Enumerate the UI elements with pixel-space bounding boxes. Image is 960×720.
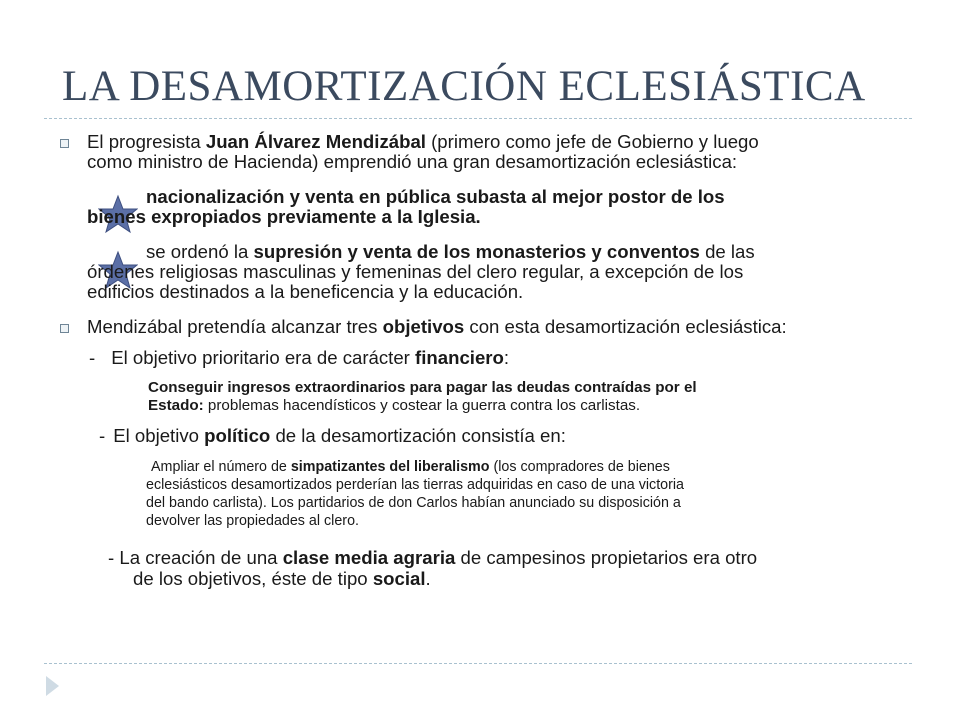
star-item-monasteries-line1 [146, 242, 755, 262]
bold-text: objetivos [382, 316, 465, 337]
bold-text: Conseguir ingresos extraordinarios para pagar las deudas contraídas por el [148, 379, 697, 396]
text: Mendizábal pretendía alcanzar tres [87, 316, 383, 337]
text: de campesinos propietarios era otro [455, 547, 758, 568]
text: - La creación de una [108, 547, 283, 568]
star-item-nationalization-line2 [87, 207, 481, 227]
bold-text: político [204, 425, 271, 446]
text: de la desamortización consistía en: [270, 425, 566, 446]
text: Ampliar el número de [151, 459, 291, 475]
objective-political-detail-line1 [151, 458, 670, 476]
text: El objetivo [113, 425, 205, 446]
paragraph-intro-line2: como ministro de Hacienda) emprendió una gran desamortización eclesiástica: [87, 151, 738, 172]
bold-text: financiero [415, 347, 504, 368]
triangle-arrow-icon[interactable] [46, 676, 59, 696]
objective-political-detail-line4: devolver las propiedades al clero. [146, 513, 359, 529]
bold-text: Estado: [148, 397, 204, 414]
paragraph-intro-line1 [87, 132, 759, 152]
bold-text: supresión y venta de los monasterios y conventos [253, 241, 700, 262]
objective-financial-detail-line2 [148, 397, 640, 415]
bold-text: social [372, 568, 426, 589]
dash: - [99, 425, 106, 446]
footer-divider [44, 663, 912, 664]
bold-text: bienes expropiados previamente a la Iglesia. [87, 206, 481, 227]
square-bullet-icon [60, 324, 69, 333]
star-item-monasteries-line2: órdenes religiosas masculinas y femeninas del clero regular, a excepción de los [87, 261, 744, 282]
objective-social-line1 [108, 548, 757, 568]
objective-financial [89, 348, 509, 368]
text: de los objetivos, éste de tipo [133, 568, 373, 589]
objective-political [99, 426, 566, 446]
square-bullet-icon [60, 139, 69, 148]
objective-social-line2 [133, 569, 431, 589]
title-divider [44, 118, 912, 119]
text: El objetivo prioritario era de carácter [111, 347, 416, 368]
text: : [503, 347, 510, 368]
slide-title: LA DESAMORTIZACIÓN ECLESIÁSTICA [62, 63, 866, 110]
text: (los compradores de bienes [489, 459, 670, 475]
text: con esta desamortización eclesiástica: [464, 316, 787, 337]
bold-text-mendizabal: Juan Álvarez Mendizábal [205, 131, 426, 152]
bold-text: nacionalización y venta en pública subasta al mejor postor de los [146, 186, 725, 207]
objective-political-detail-line3: del bando carlista). Los partidarios de don Carlos habían anunciado su disposición a [146, 495, 681, 511]
dash: - [89, 347, 96, 368]
objective-financial-detail-line1 [148, 379, 697, 397]
star-item-monasteries-line3: edificios destinados a la beneficencia y la educación. [87, 281, 524, 302]
paragraph-objectives [87, 317, 787, 337]
text: (primero como jefe de Gobierno y luego [425, 131, 759, 152]
text: de las [699, 241, 755, 262]
objective-political-detail-line2: eclesiásticos desamortizados perderían las tierras adquiridas en caso de una victoria [146, 477, 685, 493]
text: se ordenó la [146, 241, 254, 262]
text: . [425, 568, 431, 589]
star-item-nationalization-line1 [146, 187, 725, 207]
text: problemas hacendísticos y costear la guerra contra los carlistas. [203, 397, 641, 414]
text: El progresista [87, 131, 206, 152]
bold-text: simpatizantes del liberalismo [290, 459, 490, 475]
bold-text: clase media agraria [282, 547, 456, 568]
